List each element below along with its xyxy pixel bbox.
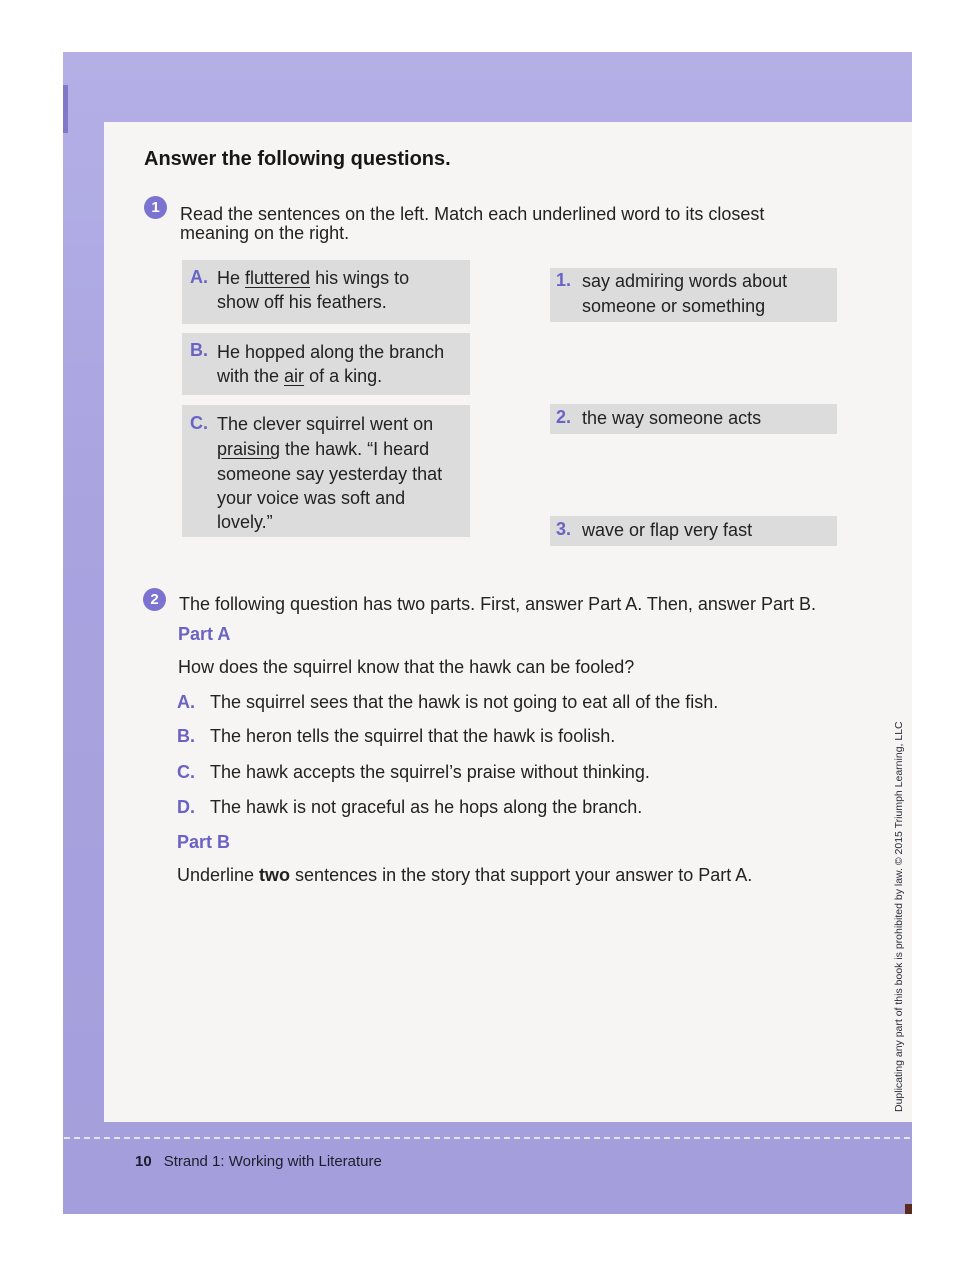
part-a-title: Part A (178, 624, 231, 644)
sentence-a-line2: show off his feathers. (217, 292, 387, 312)
meaning-1-line2: someone or something (582, 296, 766, 316)
answer-option-c[interactable] (177, 762, 650, 783)
copyright-notice: Duplicating any part of this book is prohibited by law. © 2015 Triumph Learning, LLC (893, 721, 905, 1112)
part-b-title: Part B (177, 832, 231, 852)
sentence-a-label: A. (190, 267, 208, 287)
question-2-badge: 2 (143, 588, 166, 611)
meaning-1-label: 1. (556, 270, 572, 290)
option-d-label: D. (177, 797, 195, 817)
sentence-c-label: C. (190, 413, 208, 433)
option-d-text: The hawk is not graceful as he hops along the branch. (210, 797, 643, 817)
sentence-c-line3: someone say yesterday that (217, 464, 443, 484)
part-b-instruction: Underline two sentences in the story that support your answer to Part A. (177, 865, 753, 885)
meaning-2-line1: the way someone acts (582, 408, 762, 428)
sentence-c-line2: praising the hawk. “I heard (217, 439, 430, 459)
answer-option-b[interactable] (177, 726, 615, 747)
meaning-box-3 (550, 516, 837, 546)
book-edge-corner (905, 1204, 912, 1214)
page-heading: Answer the following questions. (144, 148, 451, 170)
underlined-word-praising: praising (217, 439, 281, 459)
option-c-label: C. (177, 762, 195, 782)
option-c-text: The hawk accepts the squirrel’s praise without thinking. (210, 762, 650, 782)
question-2-intro: The following question has two parts. First, answer Part A. Then, answer Part B. (179, 594, 816, 614)
meaning-box-2 (550, 404, 837, 434)
sentence-b-label: B. (190, 340, 208, 360)
meaning-box-1 (550, 268, 837, 322)
question-1-badge: 1 (144, 196, 167, 219)
meaning-3-line1: wave or flap very fast (582, 520, 753, 540)
footer-dashed-rule (64, 1137, 910, 1139)
underlined-word-fluttered: fluttered (245, 268, 311, 288)
meaning-3-label: 3. (556, 519, 572, 539)
answer-option-d[interactable] (177, 797, 642, 818)
sentence-box-c (182, 405, 470, 537)
option-b-text: The heron tells the squirrel that the hawk is foolish. (210, 726, 616, 746)
sentence-c-line4: your voice was soft and (217, 488, 406, 508)
sentence-c-line1: The clever squirrel went on (217, 414, 434, 434)
page-number: 10 (135, 1153, 152, 1170)
sentence-b-line1: He hopped along the branch (217, 342, 445, 362)
question-1-instruction-line1: Read the sentences on the left. Match each underlined word to its closest (180, 204, 765, 224)
meaning-1-line1: say admiring words about (582, 271, 788, 291)
sentence-c-line5: lovely.” (217, 512, 273, 532)
sentence-a-line1: He fluttered his wings to (217, 268, 410, 288)
option-a-text: The squirrel sees that the hawk is not going to eat all of the fish. (210, 692, 719, 712)
underlined-word-air: air (284, 366, 305, 386)
question-1-instruction-line2: meaning on the right. (180, 223, 350, 243)
option-a-label: A. (177, 692, 195, 712)
meaning-2-label: 2. (556, 407, 572, 427)
emphasis-two: two (259, 865, 291, 885)
sentence-b-line2: with the air of a king. (217, 366, 383, 386)
part-a-question: How does the squirrel know that the hawk can be fooled? (178, 657, 635, 677)
answer-option-a[interactable] (177, 692, 718, 713)
page-footer (135, 1153, 382, 1170)
option-b-label: B. (177, 726, 195, 746)
frame-accent-strip (63, 85, 68, 133)
sentence-box-b (182, 333, 470, 395)
sentence-box-a (182, 260, 470, 324)
strand-label: Strand 1: Working with Literature (163, 1153, 382, 1170)
